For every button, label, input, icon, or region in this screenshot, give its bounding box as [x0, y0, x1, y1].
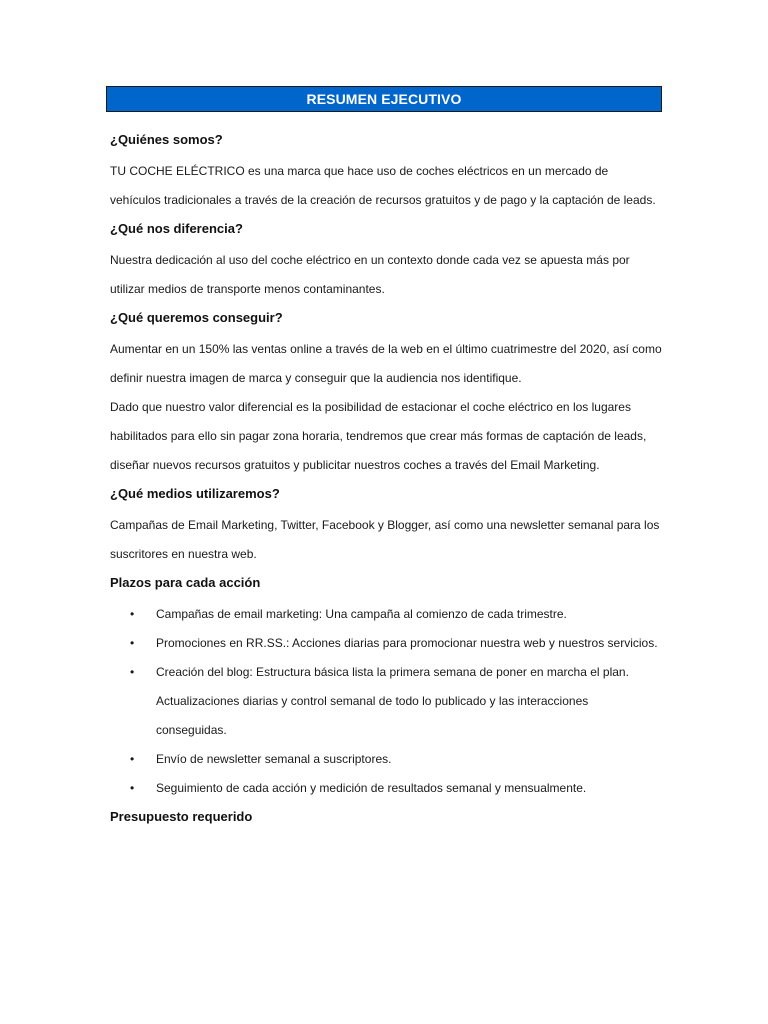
section-paragraph: Dado que nuestro valor diferencial es la posibilidad de estacionar el coche eléctrico en los lugares habilitados para ello sin pagar zona horaria, tendremos que crear más formas de captación de leads, diseñar nuevos recursos gratuitos y publicitar nuestros coches a través del Email Marketing.	[110, 400, 647, 472]
bullet-icon: •	[130, 607, 135, 621]
list-item	[110, 629, 662, 658]
list-item	[110, 600, 662, 629]
section-paragraph: Campañas de Email Marketing, Twitter, Facebook y Blogger, así como una newsletter semanal para los suscritores en nuestra web.	[110, 518, 660, 561]
bullet-icon: •	[130, 665, 135, 679]
list-item	[110, 774, 662, 803]
section-heading-plazos: Plazos para cada acción	[110, 575, 261, 590]
section-heading-que-nos-diferencia: ¿Qué nos diferencia?	[110, 221, 243, 236]
section-heading-quienes-somos: ¿Quiénes somos?	[110, 132, 223, 147]
list-item-text: Promociones en RR.SS.: Acciones diarias para promocionar nuestra web y nuestros servicios.	[156, 636, 658, 650]
list-item	[110, 658, 662, 745]
section-paragraph: Nuestra dedicación al uso del coche eléctrico en un contexto donde cada vez se apuesta más por utilizar medios de transporte menos contaminantes.	[110, 253, 630, 296]
section-heading-que-medios-utilizaremos: ¿Qué medios utilizaremos?	[110, 486, 280, 501]
list-item-text: Creación del blog: Estructura básica lista la primera semana de poner en marcha el plan. Actualizaciones diarias y control semanal de todo lo publicado y las interacciones conseguidas.	[156, 665, 629, 737]
list-item-text: Campañas de email marketing: Una campaña al comienzo de cada trimestre.	[156, 607, 567, 621]
title-banner	[106, 86, 662, 112]
document-body	[110, 128, 662, 827]
deadlines-list	[110, 600, 662, 803]
section-heading-presupuesto: Presupuesto requerido	[110, 809, 253, 824]
bullet-icon: •	[130, 781, 135, 795]
bullet-icon: •	[130, 636, 135, 650]
bullet-icon: •	[130, 752, 135, 766]
section-paragraph: Aumentar en un 150% las ventas online a través de la web en el último cuatrimestre del 2020, así como definir nuestra imagen de marca y conseguir que la audiencia nos identifique.	[110, 342, 662, 385]
list-item-text: Envío de newsletter semanal a suscriptores.	[156, 752, 392, 766]
list-item	[110, 745, 662, 774]
page-title: RESUMEN EJECUTIVO	[306, 91, 462, 107]
section-heading-que-queremos-conseguir: ¿Qué queremos conseguir?	[110, 310, 283, 325]
list-item-text: Seguimiento de cada acción y medición de resultados semanal y mensualmente.	[156, 781, 587, 795]
section-paragraph: TU COCHE ELÉCTRICO es una marca que hace uso de coches eléctricos en un mercado de vehículos tradicionales a través de la creación de recursos gratuitos y de pago y la captación de leads.	[110, 164, 656, 207]
